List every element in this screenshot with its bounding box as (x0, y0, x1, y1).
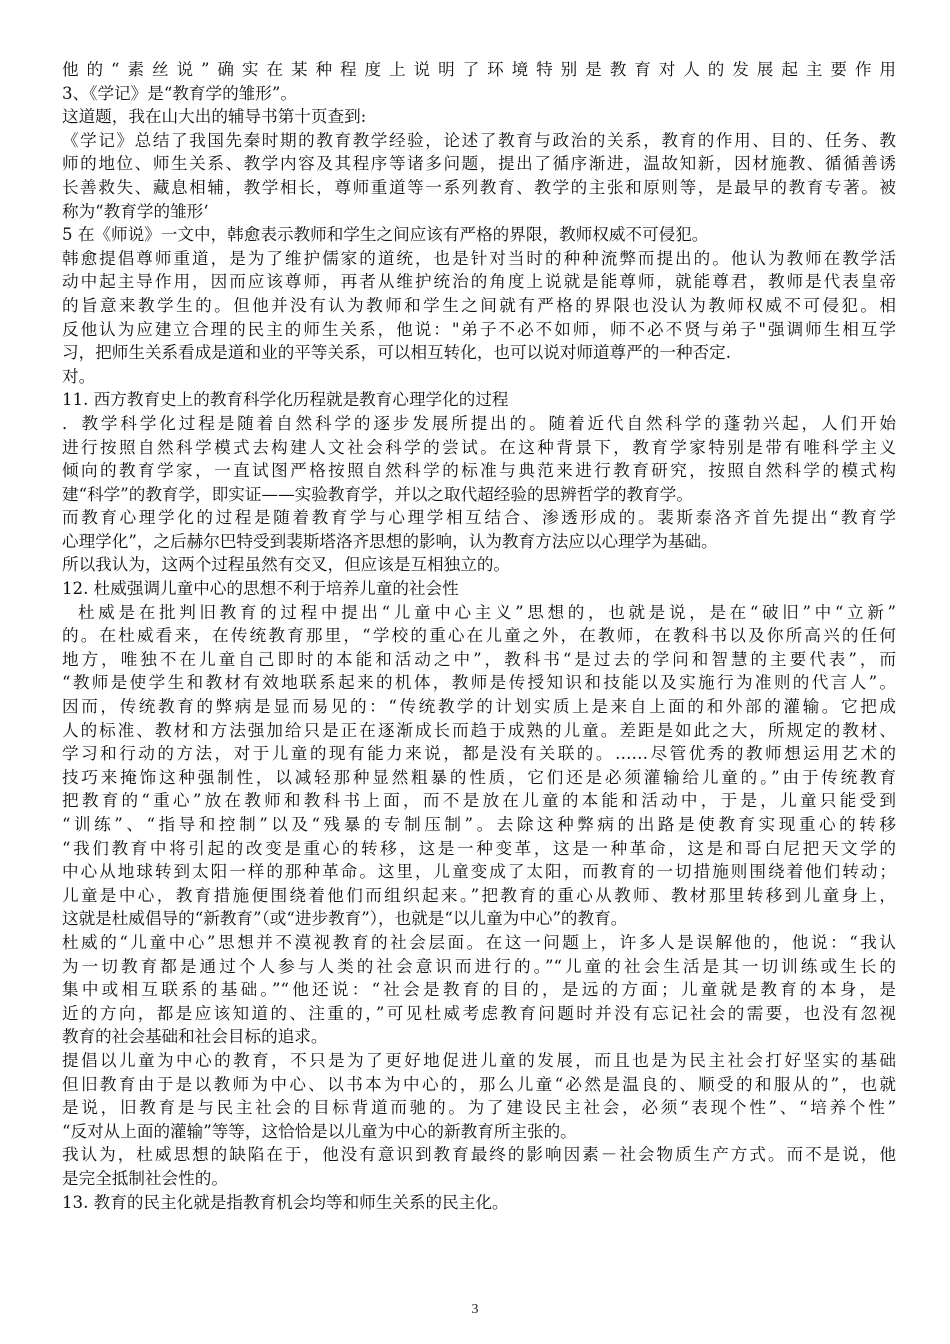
text-line: ．教学科学化过程是随着自然科学的逐步发展所提出的。随着近代自然科学的蓬勃兴起，人们开始 (62, 413, 896, 433)
text-line: “训练”、“指导和控制”以及“残暴的专制压制”。去除这种弊病的出路是使教育实现重心的转移 (62, 815, 896, 834)
text-line: 韩愈提倡尊师重道，是为了维护儒家的道统，也是针对当时的种种流弊而提出的。他认为教师在教学活 (62, 248, 896, 268)
text-line: 人的标准、教材和方法强加给只是正在逐渐成长而趋于成熟的儿童。差距是如此之大，所规定的教材、 (62, 720, 896, 740)
text-line: 把教育的“重心”放在教师和教科书上面，而不是放在儿童的本能和活动中，于是，儿童只能受到 (62, 791, 896, 811)
text-line: 心理学化”，之后赫尔巴特受到裴斯塔洛齐思想的影响，认为教育方法应以心理学为基础。 (62, 531, 718, 551)
text-line: 杜威的“儿童中心”思想并不漠视教育的社会层面。在这一问题上，许多人是误解他的，他说：“我认 (62, 932, 896, 952)
text-line: 这就是杜威倡导的“新教育”（或“进步教育”），也就是“以儿童为中心”的教育。 (62, 909, 628, 929)
text-line: 师的地位、师生关系、教学内容及其程序等诸多问题，提出了循序渐进，温故知新，因材施教、循循善诱 (62, 154, 896, 174)
text-line: 集中或相互联系的基础。”“他还说：“社会是教育的目的，是远的方面；儿童就是教育的本身，是 (62, 980, 896, 1000)
text-line: 提倡以儿童为中心的教育，不只是为了更好地促进儿童的发展，而且也是为民主社会打好坚实的基础 (62, 1050, 896, 1070)
text-line: 教育的社会基础和社会目标的追求。 (62, 1027, 328, 1047)
text-line: 对。 (62, 366, 96, 386)
section-heading: 12. 杜威强调儿童中心的思想不利于培养儿童的社会性 (62, 579, 459, 599)
section-heading: 13. 教育的民主化就是指教育机会均等和师生关系的民主化。 (62, 1192, 509, 1212)
text-line: 的旨意来教学生的。但他并没有认为教师和学生之间就有严格的界限也没认为教师权威不可侵犯。相 (62, 295, 896, 315)
text-line: “教师是使学生和教材有效地联系起来的机体，教师是传授知识和技能以及实施行为准则的代言人”。 (62, 673, 896, 693)
text-line: 为一切教育都是通过个人参与人类的社会意识而进行的。”“儿童的社会生活是其一切训练或生长的 (62, 956, 896, 976)
text-line: 动中起主导作用，因而应该尊师，再者从维护统治的角度上说就是能尊师，就能尊君，教师是代表皇帝 (62, 272, 896, 292)
text-line: 是说，旧教育是与民主社会的目标背道而驰的。为了建设民主社会，必须“表现个性”、“培养个性” (62, 1098, 896, 1118)
text-line: 反他认为应建立合理的民主的师生关系，他说："弟子不必不如师，师不必不贤与弟子"强调师生相互学 (62, 319, 896, 339)
text-line: 所以我认为，这两个过程虽然有交叉，但应该是互相独立的。 (62, 555, 511, 575)
text-line: 进行按照自然科学模式去构建人文社会科学的尝试。在这种背景下，教育学家特别是带有唯科学主义 (62, 437, 896, 457)
text-line: 地方，唯独不在儿童自己即时的本能和活动之中”，教科书“是过去的学问和智慧的主要代表”，而 (62, 649, 896, 669)
text-line: 中心从地球转到太阳一样的那种革命。这里，儿童变成了太阳，而教育的一切措施则围绕着他们转动； (62, 862, 896, 882)
text-line: 倾向的教育学家，一直试图严格按照自然科学的标准与典范来进行教育研究，按照自然科学的模式构 (62, 461, 896, 481)
text-line: 儿童是中心，教育措施便围绕着他们而组织起来。”把教育的重心从教师、教材那里转移到儿童身上， (62, 885, 896, 905)
page-number: 3 (471, 1302, 479, 1317)
text-line: 建“科学”的教育学，即实证——实验教育学，并以之取代超经验的思辨哲学的教育学。 (62, 484, 693, 504)
text-line: 是完全抵制社会性的。 (62, 1168, 228, 1188)
text-line: 5 在《师说》一文中，韩愈表示教师和学生之间应该有严格的界限，教师权威不可侵犯。 (62, 225, 709, 245)
text-line: 近的方向，都是应该知道的、注重的，”可见杜威考虑教育问题时并没有忘记社会的需要，也没有忽视 (62, 1003, 896, 1023)
text-line: 习，把师生关系看成是道和业的平等关系，可以相互转化，也可以说对师道尊严的一种否定. (62, 343, 732, 363)
text-line: 我认为，杜威思想的缺陷在于，他没有意识到教育最终的影响因素－社会物质生产方式。而不是说，他 (62, 1145, 896, 1165)
text-line: 杜威是在批判旧教育的过程中提出“儿童中心主义”思想的，也就是说，是在“破旧”中“立新” (78, 602, 896, 622)
text-line: 但旧教育由于是以教师为中心、以书本为中心的，那么儿童“必然是温良的、顺受的和服从的”，也就 (62, 1074, 896, 1094)
text-line: 称为“教育学的雏形‘ (62, 201, 209, 221)
text-line: 而教育心理学化的过程是随着教育学与心理学相互结合、渗透形成的。裴斯泰洛齐首先提出“教育学 (62, 508, 896, 528)
section-heading: 11. 西方教育史上的教育科学化历程就是教育心理学化的过程 (62, 390, 509, 410)
text-line: 3、《学记》是“教育学的雏形”。 (62, 83, 297, 103)
document-body (62, 58, 896, 1214)
text-line: “反对从上面的灌输”等等，这恰恰是以儿童为中心的新教育所主张的。 (62, 1121, 577, 1141)
text-line: 长善救失、藏息相辅，教学相长，尊师重道等一系列教育、教学的主张和原则等，是最早的教育专著。被 (62, 177, 896, 197)
text-line: “我们教育中将引起的改变是重心的转移，这是一种变革，这是一种革命，这是和哥白尼把天文学的 (62, 838, 896, 858)
text-line: 的。在杜威看来，在传统教育那里，“学校的重心在儿童之外，在教师，在教科书以及你所高兴的任何 (62, 626, 896, 646)
text-line: 他的“素丝说”确实在某种程度上说明了环境特别是教育对人的发展起主要作用 (62, 60, 896, 79)
text-line: 学习和行动的方法，对于儿童的现有能力来说，都是没有关联的。……尽管优秀的教师想运用艺术的 (62, 744, 896, 764)
text-line: 因而，传统教育的弊病是显而易见的：“传统教学的计划实质上是来自上面的和外部的灌输。它把成 (62, 697, 896, 717)
text-line: 这道题，我在山大出的辅导书第十页查到: (62, 107, 367, 127)
text-line: 《学记》总结了我国先秦时期的教育教学经验，论述了教育与政治的关系，教育的作用、目的、任务、教 (62, 130, 896, 150)
text-line: 技巧来掩饰这种强制性，以减轻那种显然粗暴的性质，它们还是必须灌输给儿童的。”由于传统教育 (62, 767, 896, 787)
